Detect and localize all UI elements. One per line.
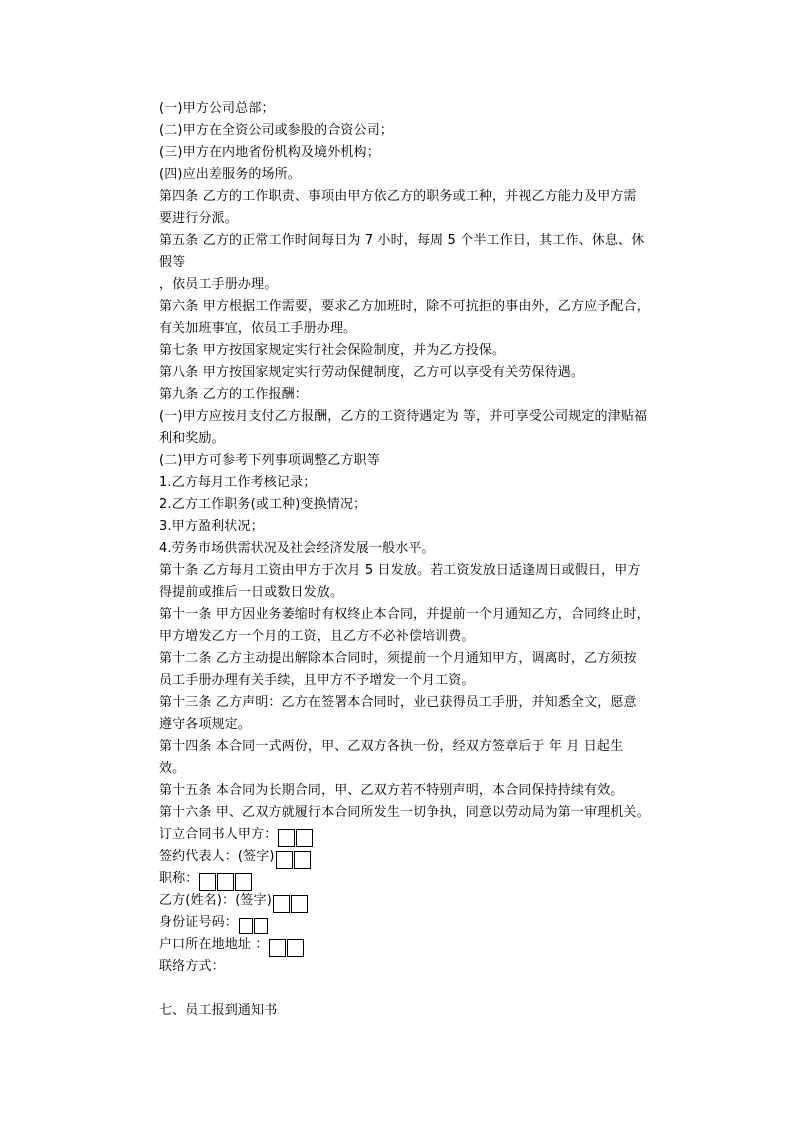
signature-title-row: [159, 868, 679, 890]
clause-line: 4.劳务市场供需状况及社会经济发展一般水平。: [159, 541, 435, 556]
signature-id-number-row: [159, 912, 679, 934]
clause-line: 得提前或推后一日或数日发放。: [159, 585, 344, 600]
clause-line: 3.甲方盈利状况；: [159, 519, 264, 534]
clause-line: 假等: [159, 255, 186, 270]
signature-label: 职称：: [159, 871, 199, 886]
document-page: [159, 98, 679, 1022]
signature-box: [276, 851, 293, 869]
clause-line: 遵守各项规定。: [159, 717, 252, 732]
signature-box: [273, 895, 290, 913]
clause-line: 第十三条 乙方声明：乙方在签署本合同时，业已获得员工手册，并知悉全文，愿意: [159, 695, 637, 710]
clause-line: 第九条 乙方的工作报酬：: [159, 387, 308, 402]
clause-line: 第十一条 甲方因业务萎缩时有权终止本合同，并提前一个月通知乙方，合同终止时，: [159, 607, 650, 622]
clause-line: 第十条 乙方每月工资由甲方于次月 5 日发放。若工资发放日适逢周日或假日，甲方: [159, 563, 641, 578]
signature-box: [269, 939, 286, 957]
clause-line: 甲方增发乙方一个月的工资，且乙方不必补偿培训费。: [159, 629, 475, 644]
clause-line: 第十二条 乙方主动提出解除本合同时，须提前一个月通知甲方，调离时，乙方须按: [159, 651, 637, 666]
signature-box-group: [276, 849, 312, 871]
signature-box: [287, 939, 304, 957]
clause-line: (一)甲方应按月支付乙方报酬，乙方的工资待遇定为 等，并可享受公司规定的津贴福: [159, 409, 648, 424]
signature-party-b-row: [159, 890, 679, 912]
signature-label: 乙方(姓名)：(签字): [159, 893, 272, 908]
clause-line: (三)甲方在内地省份机构及境外机构；: [159, 145, 380, 160]
signature-representative-row: [159, 846, 679, 868]
section-heading: 七、员工报到通知书: [159, 1003, 278, 1018]
signature-residence-row: [159, 934, 679, 956]
signature-box: [291, 895, 308, 913]
clause-line: 效。: [159, 761, 186, 776]
signature-box: [296, 829, 313, 847]
clause-line: 第八条 甲方按国家规定实行劳动保健制度，乙方可以享受有关劳保待遇。: [159, 365, 585, 380]
signature-box: [239, 918, 253, 934]
clause-line: (二)甲方可参考下列事项调整乙方职等: [159, 453, 380, 468]
clause-line: 2.乙方工作职务(或工种)变换情况；: [159, 497, 367, 512]
clause-line: 1.乙方每月工作考核记录；: [159, 475, 317, 490]
clause-line: (二)甲方在全资公司或参股的合资公司；: [159, 123, 393, 138]
signature-contact-row: [159, 956, 679, 978]
signature-box-group: [273, 893, 309, 915]
signature-box: [278, 829, 295, 847]
signature-label: 订立合同书人甲方：: [159, 827, 278, 842]
clause-line: 第五条 乙方的正常工作时间每日为 7 小时，每周 5 个半工作日，其工作、休息、休: [159, 233, 645, 248]
signature-box: [235, 873, 252, 891]
clause-line: 第十五条 本合同为长期合同，甲、乙双方若不特别声明，本合同保持持续有效。: [159, 783, 624, 798]
clause-line: 要进行分派。: [159, 211, 238, 226]
clause-line: (四)应出差服务的场所。: [159, 167, 301, 182]
signature-label: 户口所在地地址 ：: [159, 937, 269, 952]
signature-box-group: [269, 937, 305, 959]
signature-box: [199, 873, 216, 891]
signature-label: 联络方式：: [159, 959, 225, 974]
spacer: [159, 978, 679, 1000]
clause-line: 第十六条 甲、乙双方就履行本合同所发生一切争执，同意以劳动局为第一审理机关。: [159, 805, 650, 820]
signature-label: 签约代表人：(签字): [159, 849, 275, 864]
clause-line: 第十四条 本合同一式两份，甲、乙双方各执一份，经双方签章后于 年 月 日起生: [159, 739, 624, 754]
clause-line: 利和奖励。: [159, 431, 225, 446]
clause-line: 第四条 乙方的工作职责、事项由甲方依乙方的职务或工种，并视乙方能力及甲方需: [159, 189, 637, 204]
clause-line: 第七条 甲方按国家规定实行社会保险制度，并为乙方投保。: [159, 343, 506, 358]
clause-line: 有关加班事宜，依员工手册办理。: [159, 321, 357, 336]
clause-line: 员工手册办理有关手续，且甲方不予增发一个月工资。: [159, 673, 475, 688]
signature-box: [254, 918, 268, 934]
clause-line: (一)甲方公司总部；: [159, 101, 275, 116]
clause-line: ，依员工手册办理。: [159, 277, 278, 292]
signature-box: [294, 851, 311, 869]
signature-label: 身份证号码：: [159, 915, 238, 930]
clause-line: 第六条 甲方根据工作需要，要求乙方加班时，除不可抗拒的事由外，乙方应予配合，: [159, 299, 650, 314]
signature-box: [217, 873, 234, 891]
signature-contract-party-row: [159, 824, 679, 846]
